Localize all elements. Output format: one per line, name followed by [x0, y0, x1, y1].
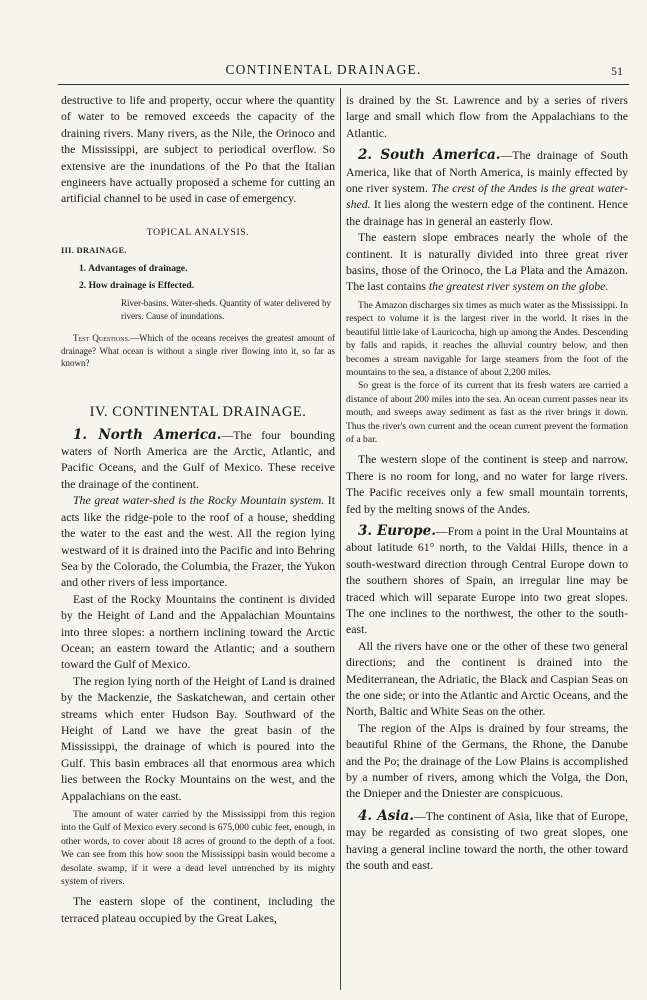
- alps-paragraph: The region of the Alps is drained by four streams, the beautiful Rhine of the Germans, the Rhone, the Danube and the Po; the drainage of the Low Plains is accomplished by a number of rivers, among which the Volga, the Don, the Dnieper and the Dniester are conspicuous.: [346, 720, 628, 801]
- asia-heading: 4. Asia.: [358, 807, 414, 824]
- page-number: 51: [611, 64, 623, 78]
- test-questions-text: —Which of the oceans receives the greatest amount of drainage? What ocean is without a single river flowing into it, so far as known?: [61, 333, 335, 369]
- paragraph-inundations: destructive to life and property, occur where the quantity of water to be removed exceeds the capacity of the draining rivers. Many rivers, as the Nile, the Orinoco and the Mississippi, are subject to periodical overflow. So extensive are the inundations of the Po that the Italian engineers have actually proposed a scheme for cutting an artificial channel to be used in case of emergency.: [61, 93, 335, 206]
- europe-paragraph: [346, 523, 628, 638]
- section-title: IV. CONTINENTAL DRAINAGE.: [89, 403, 307, 420]
- st-lawrence-paragraph: is drained by the St. Lawrence and by a series of rivers large and small which flow from the Appalachians to the Atlantic.: [346, 93, 628, 140]
- drainage-heading: III. DRAINAGE.: [61, 245, 127, 255]
- eastern-slope-sa-paragraph: [346, 229, 628, 295]
- header-rule: [58, 84, 629, 85]
- slopes-paragraph: East of the Rocky Mountains the continent is divided by the Height of Land and the Appalachian Mountains into three slopes: a northern inclining toward the Arctic Ocean; an eastern toward the Atlantic; and a southern toward the Gulf of Mexico.: [61, 591, 335, 672]
- south-america-text-b: It lies along the western edge of the continent. Hence the drainage has in general an easterly flow.: [346, 197, 628, 228]
- eastern-slope-sa-text: The eastern slope embraces nearly the whole of the continent. It is naturally divided into three great river basins, those of the Orinoco, the La Plata and the Amazon. The last contains: [346, 230, 628, 294]
- europe-rivers-paragraph: All the rivers have one or the other of these two general directions; and the continent is drained into the Mediterranean, the Adriatic, the Black and Caspian Seas on the one side; or into the Atlantic and Arctic Oceans, and the North, Baltic and White Seas on the other.: [346, 638, 628, 719]
- running-head: CONTINENTAL DRAINAGE.: [225, 62, 422, 77]
- analysis-item-1: 1. Advantages of drainage.: [79, 262, 188, 274]
- water-shed-paragraph: [61, 492, 335, 590]
- right-column: [346, 92, 628, 992]
- page-header: [0, 62, 647, 82]
- mississippi-note: The amount of water carried by the Mississippi from this region into the Gulf of Mexico every second is 675,000 cubic feet, enough, in other words, to cover about 18 acres of ground to the depth of a foot. We can see from this how soon the Mississippi basin would become a desolate swamp, if it were a dead level untrenched by its mighty system of rivers.: [61, 809, 335, 888]
- south-america-paragraph: [346, 147, 628, 229]
- europe-text: —From a point in the Ural Mountains at about latitude 61° north, to the Valdai Hills, thence in a south-westward direction through Central Europe down to the southern shores of Spain, an irregular line may be traced which will separate Europe into two great slopes. The one inclines to the northwest, the other to the south-east.: [346, 523, 628, 637]
- north-america-paragraph: [61, 427, 335, 493]
- europe-heading: 3. Europe.: [358, 522, 436, 539]
- analysis-item-2-detail: River-basins. Water-sheds. Quantity of water delivered by rivers. Cause of inundations.: [121, 297, 331, 321]
- greatest-river-emphasis: the greatest river system on the globe.: [428, 279, 609, 294]
- water-shed-emphasis: The great water-shed is the Rocky Mountain system.: [73, 493, 325, 508]
- test-questions-label: Test Questions.: [73, 333, 131, 344]
- andes-emphasis: The crest of the Andes is the great water-shed.: [346, 181, 628, 212]
- test-questions: [61, 332, 335, 369]
- asia-paragraph: [346, 808, 628, 874]
- water-shed-text: It acts like the ridge-pole to the roof of a house, shedding the water to the east and the west. All the region lying westward of it is drained into the Pacific and into Behring Sea by the Colorado, the Columbia, the Frazer, the Yukon and other rivers of less importance.: [61, 493, 335, 590]
- analysis-item-2: 2. How drainage is Effected.: [79, 279, 195, 291]
- north-america-text: —The four bounding waters of North America are the Arctic, Atlantic, and Pacific Oceans, and the Gulf of Mexico. These receive the drainage of the continent.: [61, 427, 335, 491]
- south-america-heading: 2. South America.: [358, 147, 501, 164]
- height-of-land-paragraph: The region lying north of the Height of Land is drained by the Mackenzie, the Saskatchewan, and certain other streams which enter Hudson Bay. Southward of the Height of Land we have the great basin of the Mississippi, the drainage of which is poured into the Gulf. This basin embraces all that enormous area which lies between the Rocky Mountains on the west, and the Appalachians on the east.: [61, 673, 335, 803]
- topical-analysis-title: TOPICAL ANALYSIS.: [146, 226, 250, 238]
- asia-text: —The continent of Asia, like that of Europe, may be regarded as consisting of two great slopes, one having a general incline toward the north, the other toward the south and east.: [346, 808, 628, 873]
- left-column: [61, 92, 335, 992]
- amazon-current-note: So great is the force of its current that its fresh waters are carried a distance of about 200 miles into the sea. An ocean current passes near its mouth, and sweeps away sediment as fast as the river brings it down. Thus the river's own current and the ocean current prevent the formation of a bar.: [346, 380, 628, 445]
- north-america-heading: 1. North America.: [73, 426, 222, 443]
- eastern-slope-paragraph: The eastern slope of the continent, including the terraced plateau occupied by the Great Lakes,: [61, 894, 335, 925]
- western-slope-paragraph: The western slope of the continent is steep and narrow. There is no room for long, and no water for large rivers. The Pacific receives only a few small mountain torrents, fed by the melting snows of the Andes.: [346, 452, 628, 516]
- south-america-text-a: —The drainage of South America, like that of North America, is mainly effected by one river system.: [346, 148, 628, 196]
- amazon-note: The Amazon discharges six times as much water as the Mississippi. In respect to volume it is the largest river in the world. It rises in the beautiful little lake of Lauricocha, high up among the Andes. Descending by falls and rapids, it reaches the alluvial country below, and then becomes a stream navigable for large steamers from the foot of the mountains to the sea, a distance of about 2,200 miles.: [346, 299, 628, 378]
- column-divider: [340, 88, 341, 990]
